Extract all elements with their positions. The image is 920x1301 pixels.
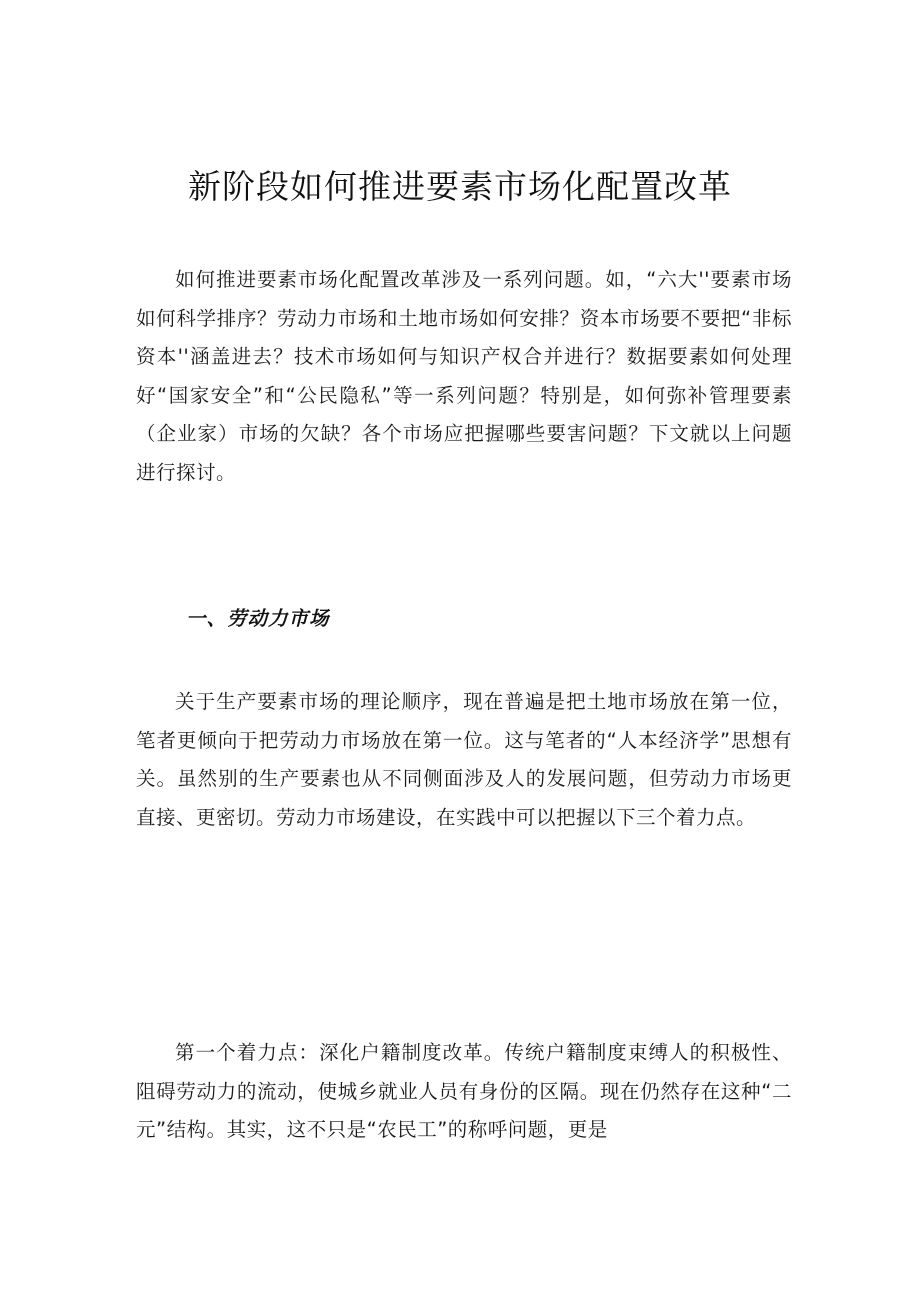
section-heading-labor-market: 一、劳动力市场 [186, 607, 330, 630]
intro-paragraph: 如何推进要素市场化配置改革涉及一系列问题。如，“六大''要素市场如何科学排序？劳动力市场和土地市场如何安排？资本市场要不要把“非标资本''涵盖进去？技术市场如何与知识产权合并进行？数据要素如何处理好“国家安全”和“公民隐私”等一系列问题？特别是，如何弥补管理要素（企业家）市场的欠缺？各个市场应把握哪些要害问题？下文就以上问题进行探讨。 [136, 268, 792, 484]
labor-market-paragraph: 关于生产要素市场的理论顺序，现在普遍是把土地市场放在第一位，笔者更倾向于把劳动力市场放在第一位。这与笔者的“人本经济学”思想有关。虽然别的生产要素也从不同侧面涉及人的发展问题，但劳动力市场更直接、更密切。劳动力市场建设，在实践中可以把握以下三个着力点。 [136, 690, 792, 829]
first-focus-paragraph: 第一个着力点：深化户籍制度改革。传统户籍制度束缚人的积极性、阻碍劳动力的流动，使城乡就业人员有身份的区隔。现在仍然存在这种“二元”结构。其实，这不只是“农民工”的称呼问题，更是 [136, 1041, 792, 1141]
document-title: 新阶段如何推进要素市场化配置改革 [188, 167, 732, 206]
